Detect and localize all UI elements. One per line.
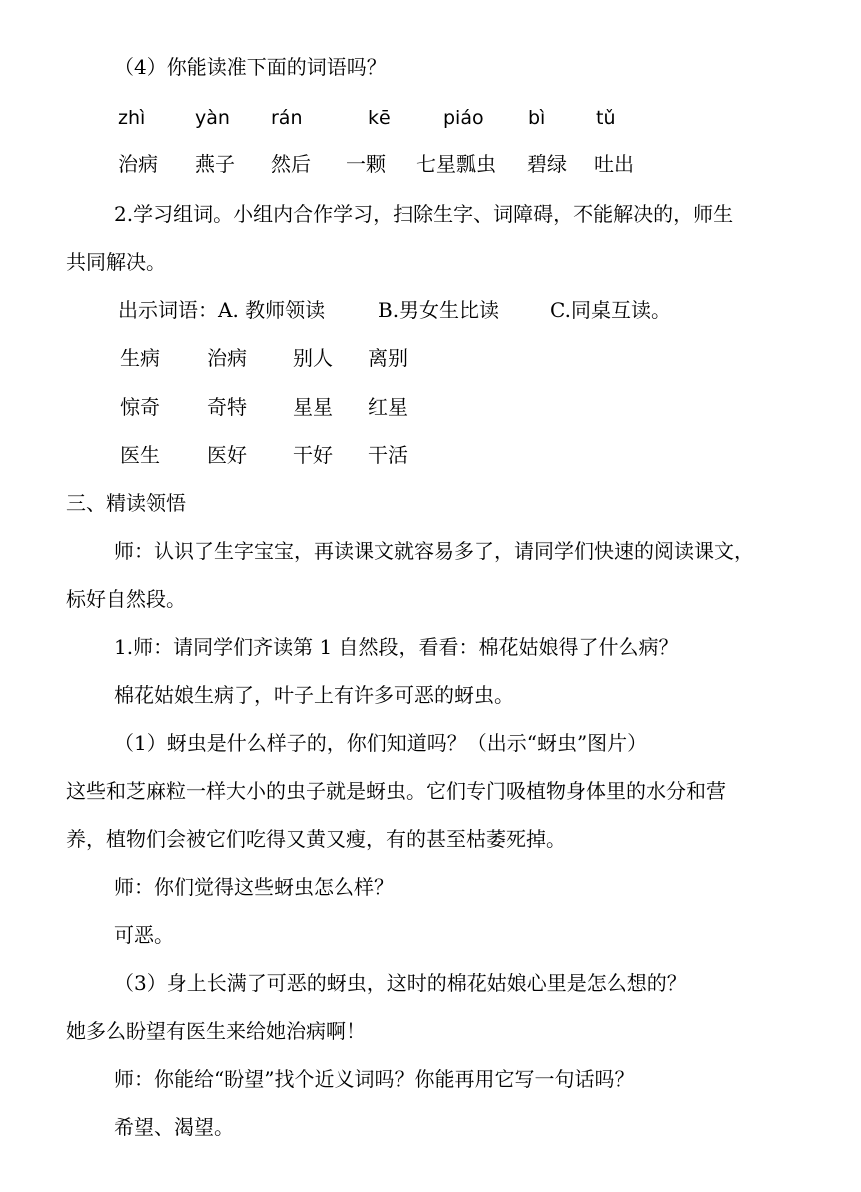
answer-2: 可恶。 — [114, 923, 174, 947]
pinyin-item: yàn — [195, 107, 230, 129]
word-item: 然后 — [271, 152, 311, 176]
answer-4: 希望、渴望。 — [114, 1115, 234, 1139]
pinyin-item: kē — [368, 107, 391, 129]
word-group-item: 离别 — [368, 346, 408, 370]
pinyin-item: rán — [271, 107, 303, 129]
word-group-item: 奇特 — [207, 395, 247, 419]
word-group-item: 生病 — [120, 346, 160, 370]
question-1: 1.师：请同学们齐读第 1 自然段，看看：棉花姑娘得了什么病？ — [114, 635, 679, 659]
word-group-item: 别人 — [293, 346, 333, 370]
word-item: 燕子 — [195, 152, 235, 176]
word-item: 碧绿 — [527, 152, 567, 176]
show-words-b: B.男女生比读 — [378, 298, 500, 322]
word-group-item: 治病 — [207, 346, 247, 370]
teacher-question-2: 师：你们觉得这些蚜虫怎么样？ — [114, 875, 394, 899]
word-item: 七星瓢虫 — [416, 152, 496, 176]
word-group-item: 医生 — [120, 443, 160, 467]
pinyin-item: zhì — [118, 107, 146, 129]
answer-3: 她多么盼望有医生来给她治病啊！ — [66, 1019, 366, 1043]
pinyin-item: tǔ — [596, 107, 616, 129]
question-1-sub1: （1）蚜虫是什么样子的，你们知道吗？（出示“蚜虫”图片） — [114, 731, 648, 755]
teacher-question-4: 师：你能给“盼望”找个近义词吗？你能再用它写一句话吗？ — [114, 1067, 635, 1091]
aphid-desc-line2: 养，植物们会被它们吃得又黄又瘦，有的甚至枯萎死掉。 — [66, 827, 566, 851]
aphid-desc-line1: 这些和芝麻粒一样大小的虫子就是蚜虫。它们专门吸植物身体里的水分和营 — [66, 779, 726, 803]
show-words-prefix: 出示词语：A. 教师领读 — [118, 298, 326, 322]
show-words-c: C.同桌互读。 — [550, 298, 671, 322]
word-item: 吐出 — [594, 152, 634, 176]
question-3: （3）身上长满了可恶的蚜虫，这时的棉花姑娘心里是怎么想的？ — [114, 971, 687, 995]
word-item: 治病 — [118, 152, 158, 176]
pinyin-item: bì — [528, 107, 546, 129]
word-group-item: 医好 — [207, 443, 247, 467]
teacher-intro-line1: 师：认识了生字宝宝，再读课文就容易多了，请同学们快速的阅读课文， — [114, 539, 754, 563]
answer-1: 棉花姑娘生病了，叶子上有许多可恶的蚜虫。 — [114, 683, 514, 707]
word-group-item: 惊奇 — [120, 395, 160, 419]
word-group-item: 干好 — [293, 443, 333, 467]
section3-title: 三、精读领悟 — [66, 491, 186, 515]
teacher-intro-line2: 标好自然段。 — [66, 587, 186, 611]
word-group-item: 红星 — [368, 395, 408, 419]
section2-line1: 2.学习组词。小组内合作学习，扫除生字、词障碍，不能解决的，师生 — [114, 202, 734, 226]
word-group-item: 星星 — [293, 395, 333, 419]
pinyin-item: piáo — [443, 107, 484, 129]
section2-line2: 共同解决。 — [66, 250, 166, 274]
word-item: 一颗 — [346, 152, 386, 176]
word-group-item: 干活 — [368, 443, 408, 467]
step4-heading: （4）你能读准下面的词语吗？ — [114, 55, 387, 79]
